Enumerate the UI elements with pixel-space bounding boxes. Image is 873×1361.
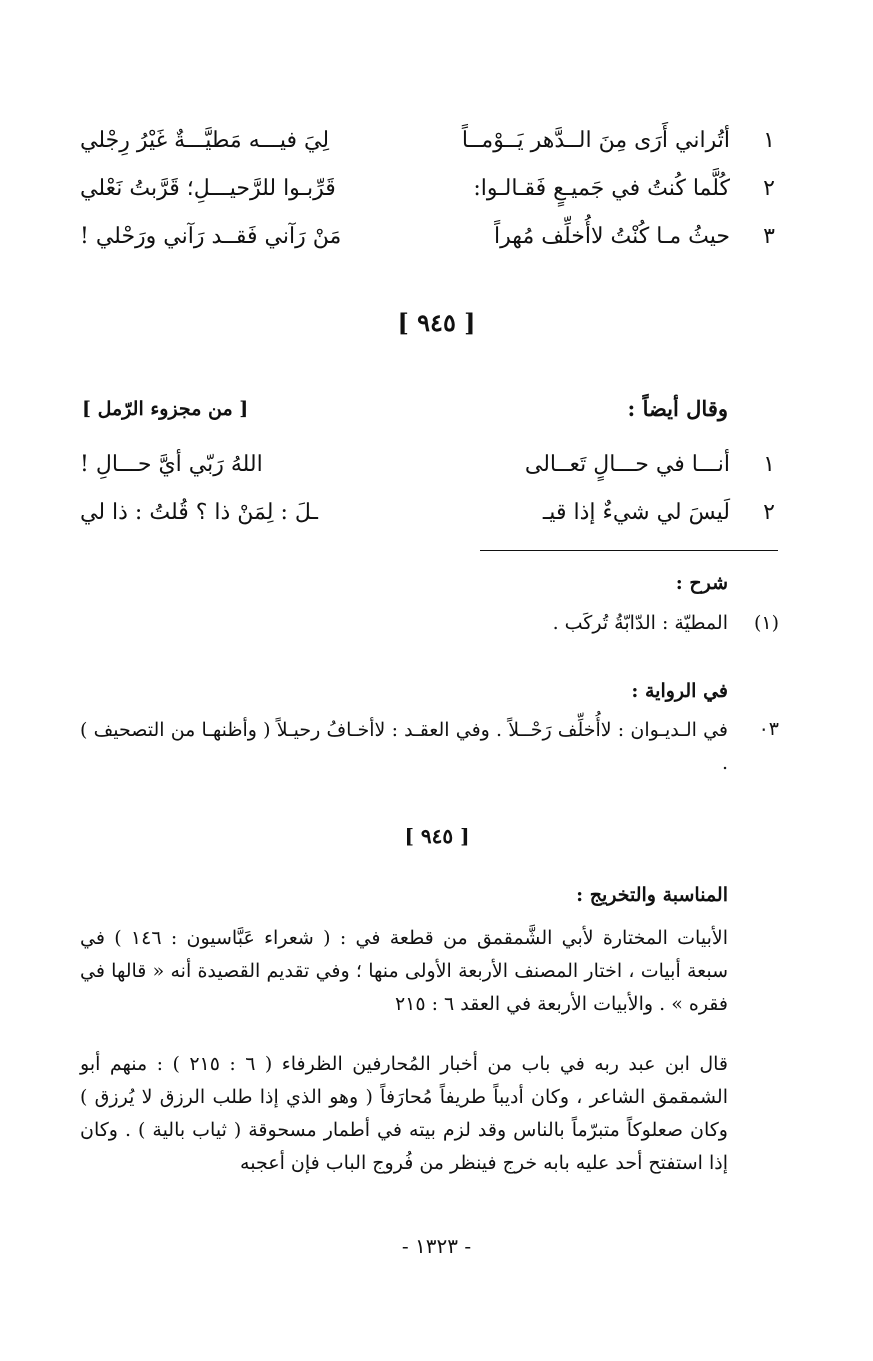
riwaya-number: ٠٣	[758, 718, 779, 740]
section-number: [ ٩٤٥ ]	[397, 308, 476, 337]
verse-first-hemistich: كُلَّما كُنتُ في جَميـعٍ فَقـالـوا:	[473, 176, 730, 201]
verse-row	[80, 452, 780, 496]
verse-first-hemistich: أتُراني أَرَى مِنَ الــدَّهر يَــوْمــاً	[461, 128, 730, 153]
poem-intro: وقال أيضاً :	[627, 396, 728, 421]
verse-row	[80, 176, 780, 220]
verse-number: ٢	[763, 500, 775, 525]
verse-second-hemistich: قَرِّبـوا للرَّحيـــلِ؛ قَرَّبتُ نَعْلي	[80, 176, 336, 201]
verse-first-hemistich: لَيسَ لي شيءٌ إذا قيـ	[542, 500, 730, 525]
footnote-text: المطيّة : الدّابّةُ تُركَب .	[552, 612, 728, 634]
sharh-label: شرح :	[675, 572, 728, 594]
verse-first-hemistich: حيثُ مـا كُنْتُ لاأُخلِّف مُهراً	[494, 224, 730, 249]
verse-number: ١	[763, 128, 775, 153]
verse-number: ١	[763, 452, 775, 477]
section-number-2: [ ٩٤٥ ]	[404, 824, 470, 848]
munasaba-paragraph: قال ابن عبد ربه في باب من أخبار المُحارفين الظرفاء ( ٦ : ٢١٥ ) : منهم أبو الشمقمق الشاعر ، وكان أديباً طريفاً مُحارَفاً ( وهو الذي إذا طلب الرزق لا يُرزق ) وكان صعلوكاً متبرّماً بالناس وقد لزم بيته في أطمار مسحوقة ( ثياب بالية ) . وكان إذا استفتح أحد عليه بابه خرج فينظر من فُروج الباب فإن أعجبه	[80, 1053, 729, 1174]
page-number: - ١٣٢٣ -	[401, 1234, 472, 1258]
verse-row	[80, 224, 780, 268]
footnote-number: (١)	[753, 612, 779, 634]
verse-number: ٢	[763, 176, 775, 201]
meter-label: [ من مجزوء الرّمل ]	[82, 398, 249, 420]
munasaba-label: المناسبة والتخريج :	[576, 884, 728, 906]
verse-second-hemistich: لِيَ فيـــه مَطيَّـــةٌ غَيْرُ رِجْلي	[80, 128, 330, 153]
verse-second-hemistich: اللهُ رَبّي أيَّ حـــالِ !	[80, 452, 263, 477]
verse-row	[80, 500, 780, 544]
verse-second-hemistich: مَنْ رَآني فَقــد رَآني ورَحْلي !	[80, 224, 342, 249]
verse-number: ٣	[763, 224, 775, 249]
riwaya-text: في الـديـوان : لاأُخلِّف رَحْــلاً . وفي العقـد : لاأخـافُ رحيـلاً ( وأظنهـا من التصحيف ) .	[80, 719, 728, 774]
riwaya-label: في الرواية :	[631, 680, 728, 702]
verse-second-hemistich: ـلَ : لِمَنْ ذا ؟ قُلتُ : ذا لي	[80, 500, 318, 525]
footnote-divider	[480, 550, 778, 551]
verse-first-hemistich: أنـــا في حـــالٍ تَعــالى	[524, 452, 730, 477]
verse-row	[80, 128, 780, 172]
munasaba-paragraph: الأبيات المختارة لأبي الشَّمقمق من قطعة في : ( شعراء عَبَّاسيون : ١٤٦ ) في سبعة أبيات ، اختار المصنف الأربعة الأولى منها ؛ وفي تقديم القصيدة أنه « قالها في فقره » . والأبيات الأربعة في العقد ٦ : ٢١٥	[80, 927, 728, 1015]
